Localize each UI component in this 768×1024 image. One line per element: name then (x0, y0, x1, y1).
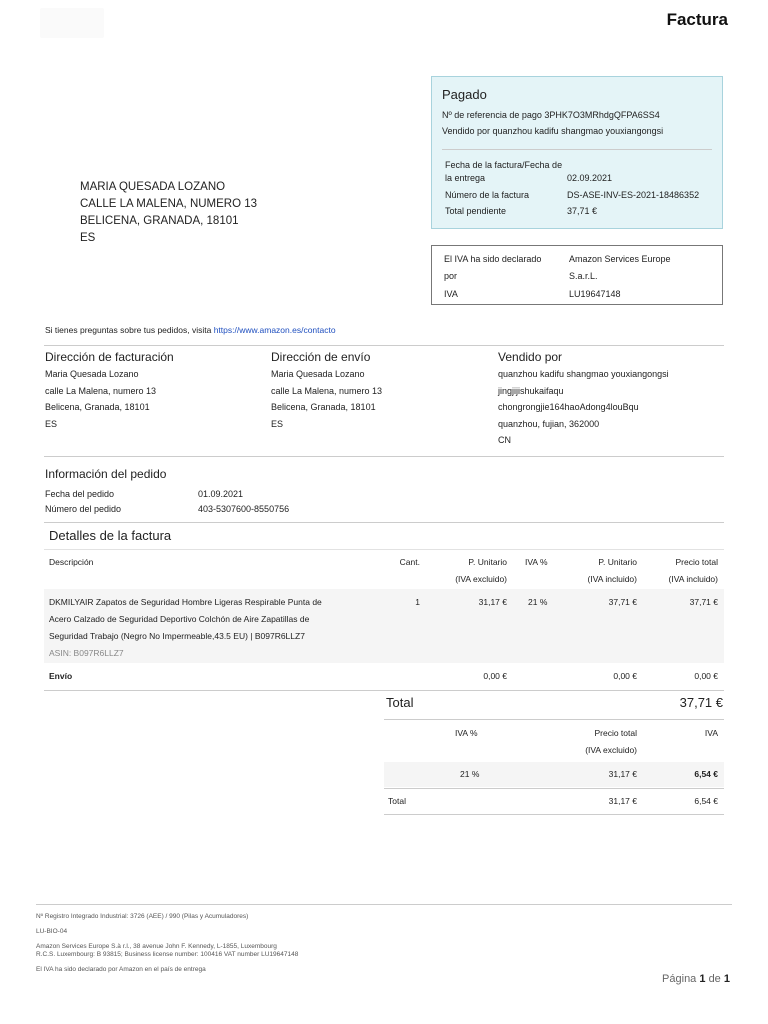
vat-total-price: 31,17 € (608, 796, 637, 806)
recipient-country: ES (80, 232, 96, 244)
contact-link[interactable]: https://www.amazon.es/contacto (213, 325, 336, 335)
vat-summary-iva: 6,54 € (694, 769, 718, 779)
grand-total-value: 37,71 € (679, 695, 723, 710)
shipping-line: Maria Quesada Lozano (271, 369, 365, 379)
vat-summary-header-vat: IVA % (455, 728, 478, 738)
contact-text: Si tienes preguntas sobre tus pedidos, visita (45, 325, 214, 335)
footer-company-registration: R.C.S. Luxembourg: B 93815; Business license number: 100416 VAT number LU19647148 (36, 951, 299, 958)
col-header-unit-in: P. Unitario (IVA incluido) (587, 557, 637, 584)
invoice-date-label: Fecha de la factura/Fecha de la entrega (445, 160, 563, 183)
total-due-value: 37,71 € (567, 206, 598, 216)
seller-title: Vendido por (498, 350, 563, 364)
divider (44, 549, 724, 550)
item-asin: ASIN: B097R6LLZ7 (49, 648, 124, 658)
invoice-date-value: 02.09.2021 (567, 173, 613, 183)
shipping-total: 0,00 € (694, 671, 718, 681)
order-info-title: Información del pedido (45, 467, 167, 481)
contact-line (45, 325, 336, 335)
shipping-line: calle La Malena, numero 13 (271, 385, 383, 396)
shipping-unit-ex: 0,00 € (483, 671, 507, 681)
total-due-label: Total pendiente (445, 206, 507, 216)
shipping-line: ES (271, 418, 284, 429)
billing-line: ES (45, 418, 58, 429)
order-number-value: 403-5307600-8550756 (198, 504, 290, 514)
recipient-address (80, 179, 257, 247)
item-description: DKMILYAIR Zapatos de Seguridad Hombre Ligeras Respirable Punta de Acero Calzado de Seguridad Deportivo Colchón de Aire Zapatillas de Seguridad Trabajo (Negro No Impermeable,43.5 EU) | B097R6LLZ7 ASIN: B097R6LLZ7 (49, 594, 379, 662)
item-total: 37,71 € (689, 597, 718, 607)
vat-total-label: Total (388, 796, 406, 806)
shipping-label: Envío (49, 671, 73, 681)
vat-declared-entity: Amazon Services Europe S.a.r.L. (569, 254, 671, 281)
footer-registry: Nº Registro Integrado Industrial: 3726 (AEE) / 990 (Pilas y Acumuladores) (36, 913, 249, 920)
item-qty: 1 (415, 597, 420, 607)
recipient-street: CALLE LA MALENA, NUMERO 13 (80, 198, 258, 210)
shipping-unit-in: 0,00 € (613, 671, 637, 681)
divider (44, 690, 724, 691)
divider (44, 345, 724, 346)
divider (384, 788, 724, 789)
item-unit-ex: 31,17 € (478, 597, 507, 607)
divider (44, 522, 724, 523)
vat-summary-rate: 21 % (460, 769, 480, 779)
col-header-total: Precio total (IVA incluido) (668, 557, 718, 584)
vat-declared-box (431, 245, 723, 305)
grand-total-label: Total (386, 695, 414, 710)
company-logo (40, 8, 104, 38)
vat-number-value: LU19647148 (569, 289, 621, 299)
col-header-description: Descripción (49, 557, 94, 567)
footer-vat-note: El IVA ha sido declarado por Amazon en el país de entrega (36, 966, 206, 973)
seller-line: CN (498, 435, 511, 445)
seller-line: jingjijishukaifaqu (498, 385, 564, 396)
footer-divider (36, 904, 732, 905)
vat-summary-header-price: Precio total (IVA excluido) (585, 728, 637, 755)
item-vat: 21 % (528, 597, 548, 607)
seller-line: quanzhou, fujian, 362000 (498, 418, 600, 429)
vat-summary-price: 31,17 € (608, 769, 637, 779)
payment-status: Pagado (442, 87, 487, 102)
col-header-unit-ex: P. Unitario (IVA excluido) (455, 557, 507, 584)
recipient-name: MARIA QUESADA LOZANO (80, 181, 226, 193)
payment-summary-box (431, 76, 723, 229)
payment-sold-by: Vendido por quanzhou kadifu shangmao youxiangongsi (442, 126, 664, 136)
order-date-label: Fecha del pedido (45, 489, 115, 499)
shipping-address (271, 350, 491, 432)
vat-total-iva: 6,54 € (694, 796, 718, 806)
billing-line: Belicena, Granada, 18101 (45, 402, 150, 412)
footer-bio-code: LU-BIO-04 (36, 928, 68, 935)
order-date-value: 01.09.2021 (198, 489, 244, 499)
page-number: Página 1 de 1 (662, 973, 730, 985)
billing-line: Maria Quesada Lozano (45, 369, 139, 379)
order-number-label: Número del pedido (45, 504, 122, 514)
invoice-number-value: DS-ASE-INV-ES-2021-18486352 (567, 190, 700, 200)
seller-line: chongrongjie164haoAdong4louBqu (498, 402, 639, 412)
document-title: Factura (666, 10, 728, 29)
vat-number-label: IVA (444, 289, 458, 299)
vat-declared-label: El IVA ha sido declarado por (444, 254, 542, 281)
billing-address (45, 350, 265, 432)
seller-address (498, 350, 718, 449)
item-unit-in: 37,71 € (608, 597, 637, 607)
payment-reference: Nº de referencia de pago 3PHK7O3MRhdgQFPA6SS4 (442, 110, 660, 120)
vat-summary-header-iva: IVA (704, 728, 718, 738)
divider (44, 456, 724, 457)
col-header-qty: Cant. (399, 557, 420, 567)
billing-line: calle La Malena, numero 13 (45, 385, 157, 396)
invoice-number-label: Número de la factura (445, 190, 530, 200)
divider (384, 814, 724, 815)
shipping-title: Dirección de envío (271, 350, 371, 364)
col-header-vat: IVA % (525, 557, 548, 567)
billing-title: Dirección de facturación (45, 350, 174, 364)
shipping-line: Belicena, Granada, 18101 (271, 402, 376, 412)
divider (442, 149, 712, 150)
recipient-city: BELICENA, GRANADA, 18101 (80, 215, 239, 227)
seller-line: quanzhou kadifu shangmao youxiangongsi (498, 369, 669, 379)
divider (384, 719, 724, 720)
footer-company-address: Amazon Services Europe S.à r.l., 38 avenue John F. Kennedy, L-1855, Luxembourg (36, 943, 277, 950)
invoice-details-title: Detalles de la factura (49, 528, 172, 543)
